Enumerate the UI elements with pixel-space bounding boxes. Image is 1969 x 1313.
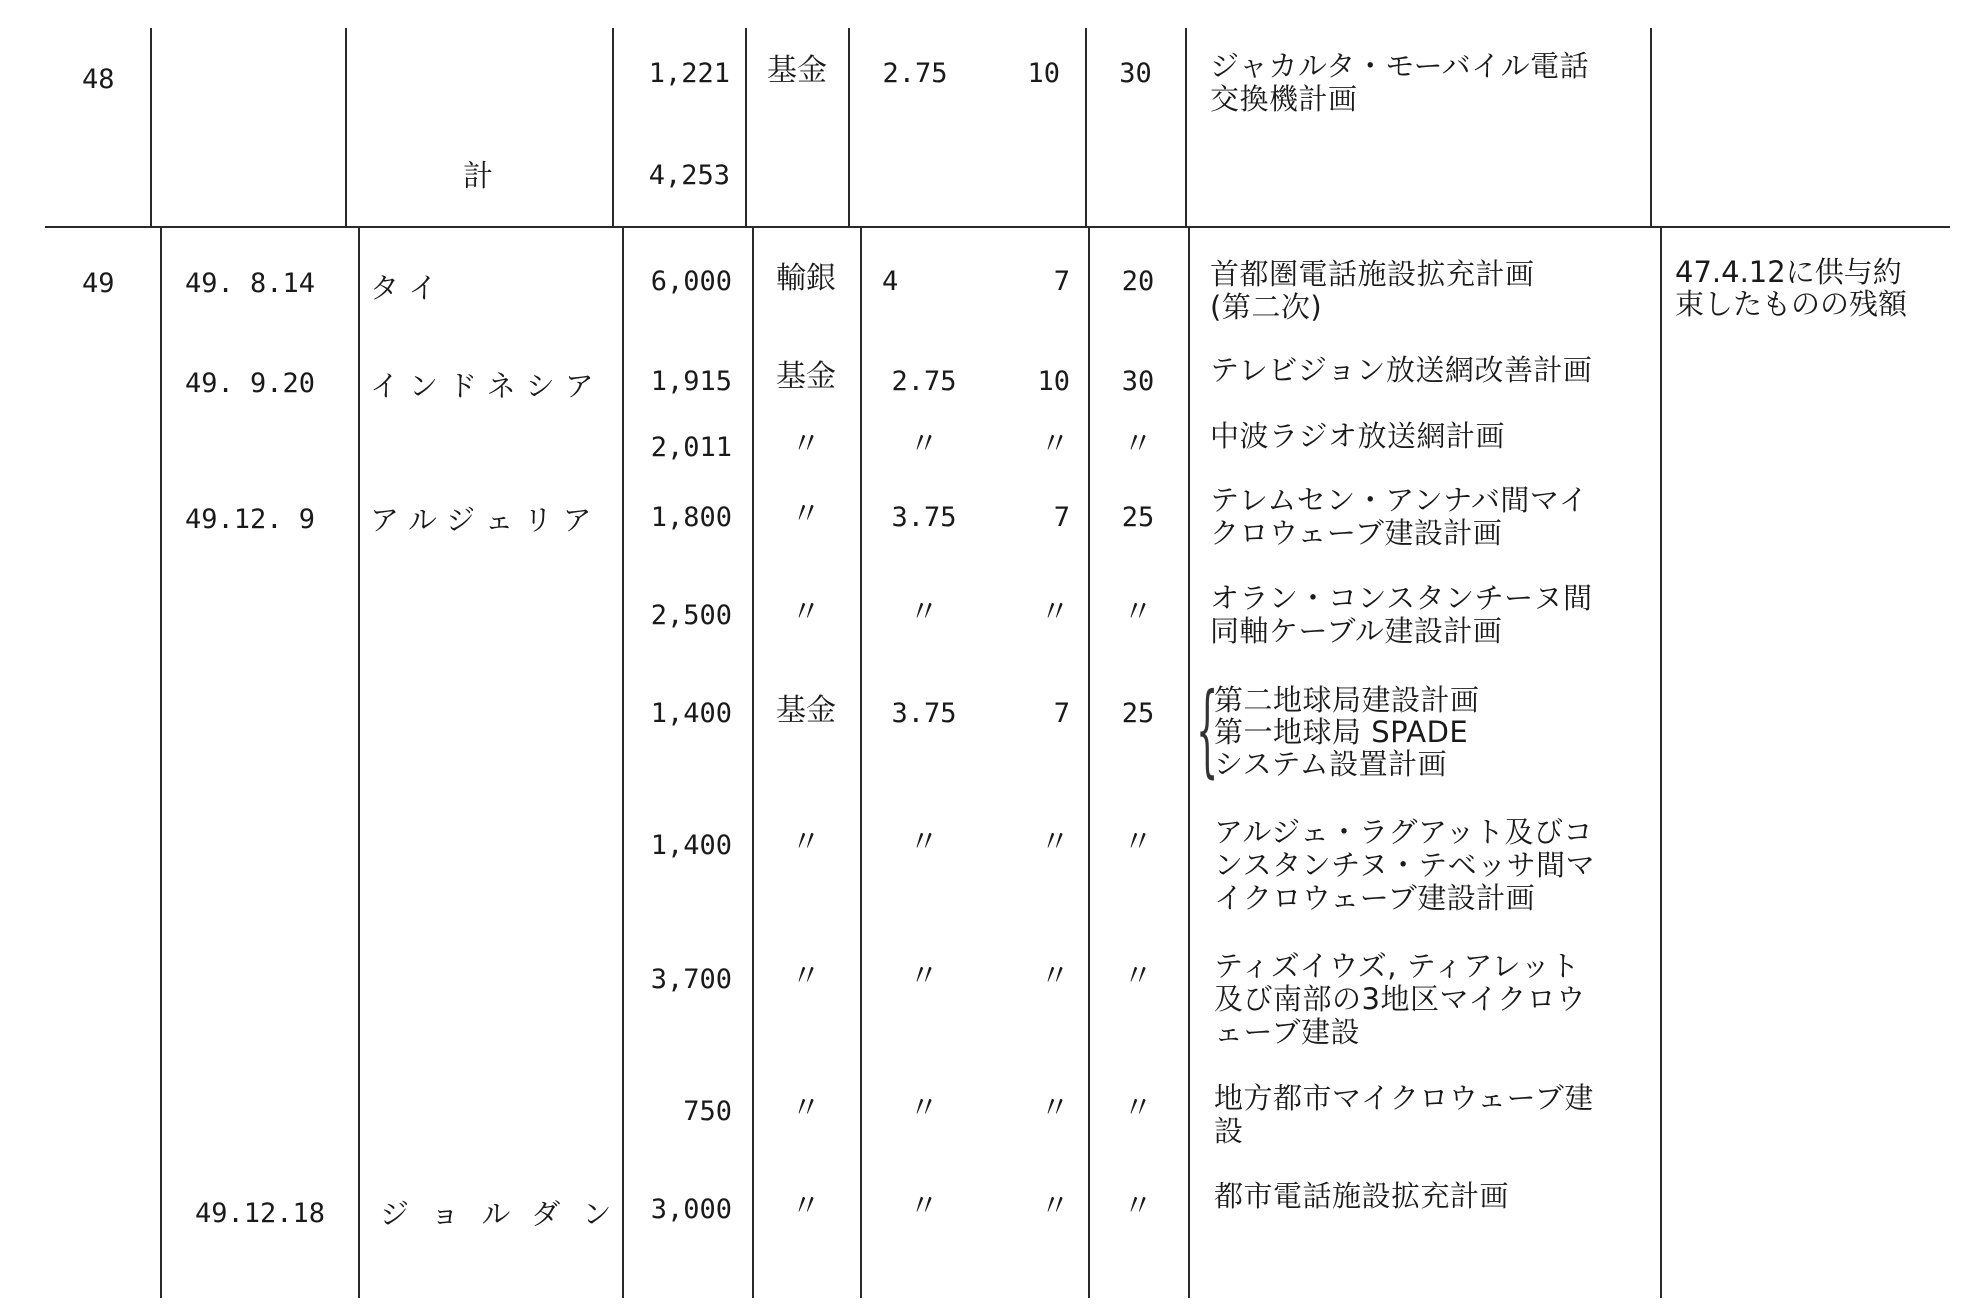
rate-cell: 2.75 xyxy=(882,58,948,89)
subtotal-amount: 4,253 xyxy=(648,160,730,191)
grace-cell: 7 xyxy=(1053,698,1070,729)
term-cell: 〃 xyxy=(1123,959,1153,994)
country-cell: インドネシア xyxy=(370,369,604,403)
grace-cell: 10 xyxy=(1027,58,1060,89)
amount-cell: 1,915 xyxy=(650,366,732,397)
column-rule xyxy=(150,28,152,228)
amount-cell: 1,400 xyxy=(650,698,732,729)
amount-cell: 1,221 xyxy=(648,58,730,89)
column-rule xyxy=(1650,28,1652,228)
grace-cell: 〃 xyxy=(1040,1189,1070,1224)
purpose-cell: ジャカルタ・モーバイル電話 交換機計画 xyxy=(1210,49,1590,116)
rate-cell: 〃 xyxy=(909,959,939,994)
term-cell: 25 xyxy=(1121,698,1155,729)
column-rule xyxy=(1085,28,1087,228)
term-cell: 〃 xyxy=(1123,1091,1153,1126)
term-cell: 30 xyxy=(1121,366,1155,397)
grace-cell: 7 xyxy=(1053,266,1070,297)
purpose-cell: テレムセン・アンナバ間マイ クロウェーブ建設計画 xyxy=(1210,483,1589,550)
column-rule xyxy=(1188,228,1190,1298)
rate-cell: 〃 xyxy=(909,825,939,860)
year-cell: 49 xyxy=(82,268,115,299)
term-cell: 30 xyxy=(1119,58,1152,89)
rate-cell: 〃 xyxy=(909,1189,939,1224)
term-cell: 〃 xyxy=(1123,1189,1153,1224)
remarks-cell: 47.4.12に供与約 束したものの残額 xyxy=(1675,255,1908,321)
rate-cell: 2.75 xyxy=(891,366,957,397)
grace-cell: 〃 xyxy=(1040,959,1070,994)
rate-cell: 4 xyxy=(882,266,899,297)
purpose-cell: テレビジョン放送網改善計画 xyxy=(1210,353,1593,387)
purpose-cell: オラン・コンスタンチーヌ間 同軸ケーブル建設計画 xyxy=(1210,581,1593,648)
purpose-cell: 中波ラジオ放送網計画 xyxy=(1210,419,1506,453)
purpose-cell: 地方都市マイクロウェーブ建 設 xyxy=(1214,1081,1594,1148)
grace-cell: 〃 xyxy=(1040,1091,1070,1126)
term-cell: 〃 xyxy=(1123,427,1153,462)
source-cell: 〃 xyxy=(791,1091,821,1126)
term-cell: 25 xyxy=(1121,502,1155,533)
date-cell: 49.12. 9 xyxy=(185,504,316,535)
column-rule xyxy=(848,28,850,228)
amount-cell: 2,011 xyxy=(650,432,732,463)
rate-cell: 〃 xyxy=(909,1091,939,1126)
date-cell: 49. 9.20 xyxy=(185,368,316,399)
purpose-cell: 首都圏電話施設拡充計画 (第二次) xyxy=(1210,257,1535,324)
amount-cell: 3,700 xyxy=(650,964,732,995)
amount-cell: 1,400 xyxy=(650,830,732,861)
grace-cell: 7 xyxy=(1053,502,1070,533)
grouping-brace: { xyxy=(1196,671,1219,788)
column-rule xyxy=(160,228,162,1298)
source-cell: 基金 xyxy=(776,693,836,728)
purpose-cell: 都市電話施設拡充計画 xyxy=(1214,1179,1510,1213)
purpose-cell: 第二地球局建設計画 第一地球局 SPADE システム設置計画 xyxy=(1214,683,1480,781)
column-rule xyxy=(1660,228,1662,1298)
subtotal-label: 計 xyxy=(463,159,493,194)
rate-cell: 3.75 xyxy=(891,698,957,729)
amount-cell: 6,000 xyxy=(650,266,732,297)
source-cell: 〃 xyxy=(791,959,821,994)
year-cell: 48 xyxy=(82,64,115,95)
column-rule xyxy=(358,228,360,1298)
source-cell: 〃 xyxy=(791,595,821,630)
amount-cell: 750 xyxy=(683,1096,732,1127)
grace-cell: 〃 xyxy=(1040,595,1070,630)
column-rule xyxy=(345,28,347,228)
amount-cell: 3,000 xyxy=(650,1194,732,1225)
column-rule xyxy=(745,28,747,228)
term-cell: 〃 xyxy=(1123,595,1153,630)
rate-cell: 〃 xyxy=(909,595,939,630)
rate-cell: 3.75 xyxy=(891,502,957,533)
date-cell: 49. 8.14 xyxy=(185,268,316,299)
purpose-cell: ティズイウズ, ティアレット 及び南部の3地区マイクロウ ェーブ建設 xyxy=(1214,949,1586,1049)
column-rule xyxy=(612,28,614,228)
source-cell: 〃 xyxy=(791,427,821,462)
source-cell: 基金 xyxy=(767,53,827,88)
source-cell: 〃 xyxy=(791,497,821,532)
grace-cell: 〃 xyxy=(1040,825,1070,860)
source-cell: 輸銀 xyxy=(776,261,836,296)
grace-cell: 〃 xyxy=(1040,427,1070,462)
year-separator-rule xyxy=(45,226,1950,228)
country-cell: ジョルダン xyxy=(380,1197,634,1231)
source-cell: 基金 xyxy=(776,359,836,394)
term-cell: 20 xyxy=(1121,266,1155,297)
amount-cell: 1,800 xyxy=(650,502,732,533)
amount-cell: 2,500 xyxy=(650,600,732,631)
grace-cell: 10 xyxy=(1037,366,1070,397)
country-cell: タ イ xyxy=(370,271,438,305)
purpose-cell: アルジェ・ラグアット及びコ ンスタンチヌ・テベッサ間マ イクロウェーブ建設計画 xyxy=(1214,815,1596,915)
source-cell: 〃 xyxy=(791,825,821,860)
country-cell: アルジェリア xyxy=(370,503,602,537)
term-cell: 〃 xyxy=(1123,825,1153,860)
rate-cell: 〃 xyxy=(909,427,939,462)
column-rule xyxy=(1185,28,1187,228)
date-cell: 49.12.18 xyxy=(195,1198,326,1229)
source-cell: 〃 xyxy=(791,1189,821,1224)
